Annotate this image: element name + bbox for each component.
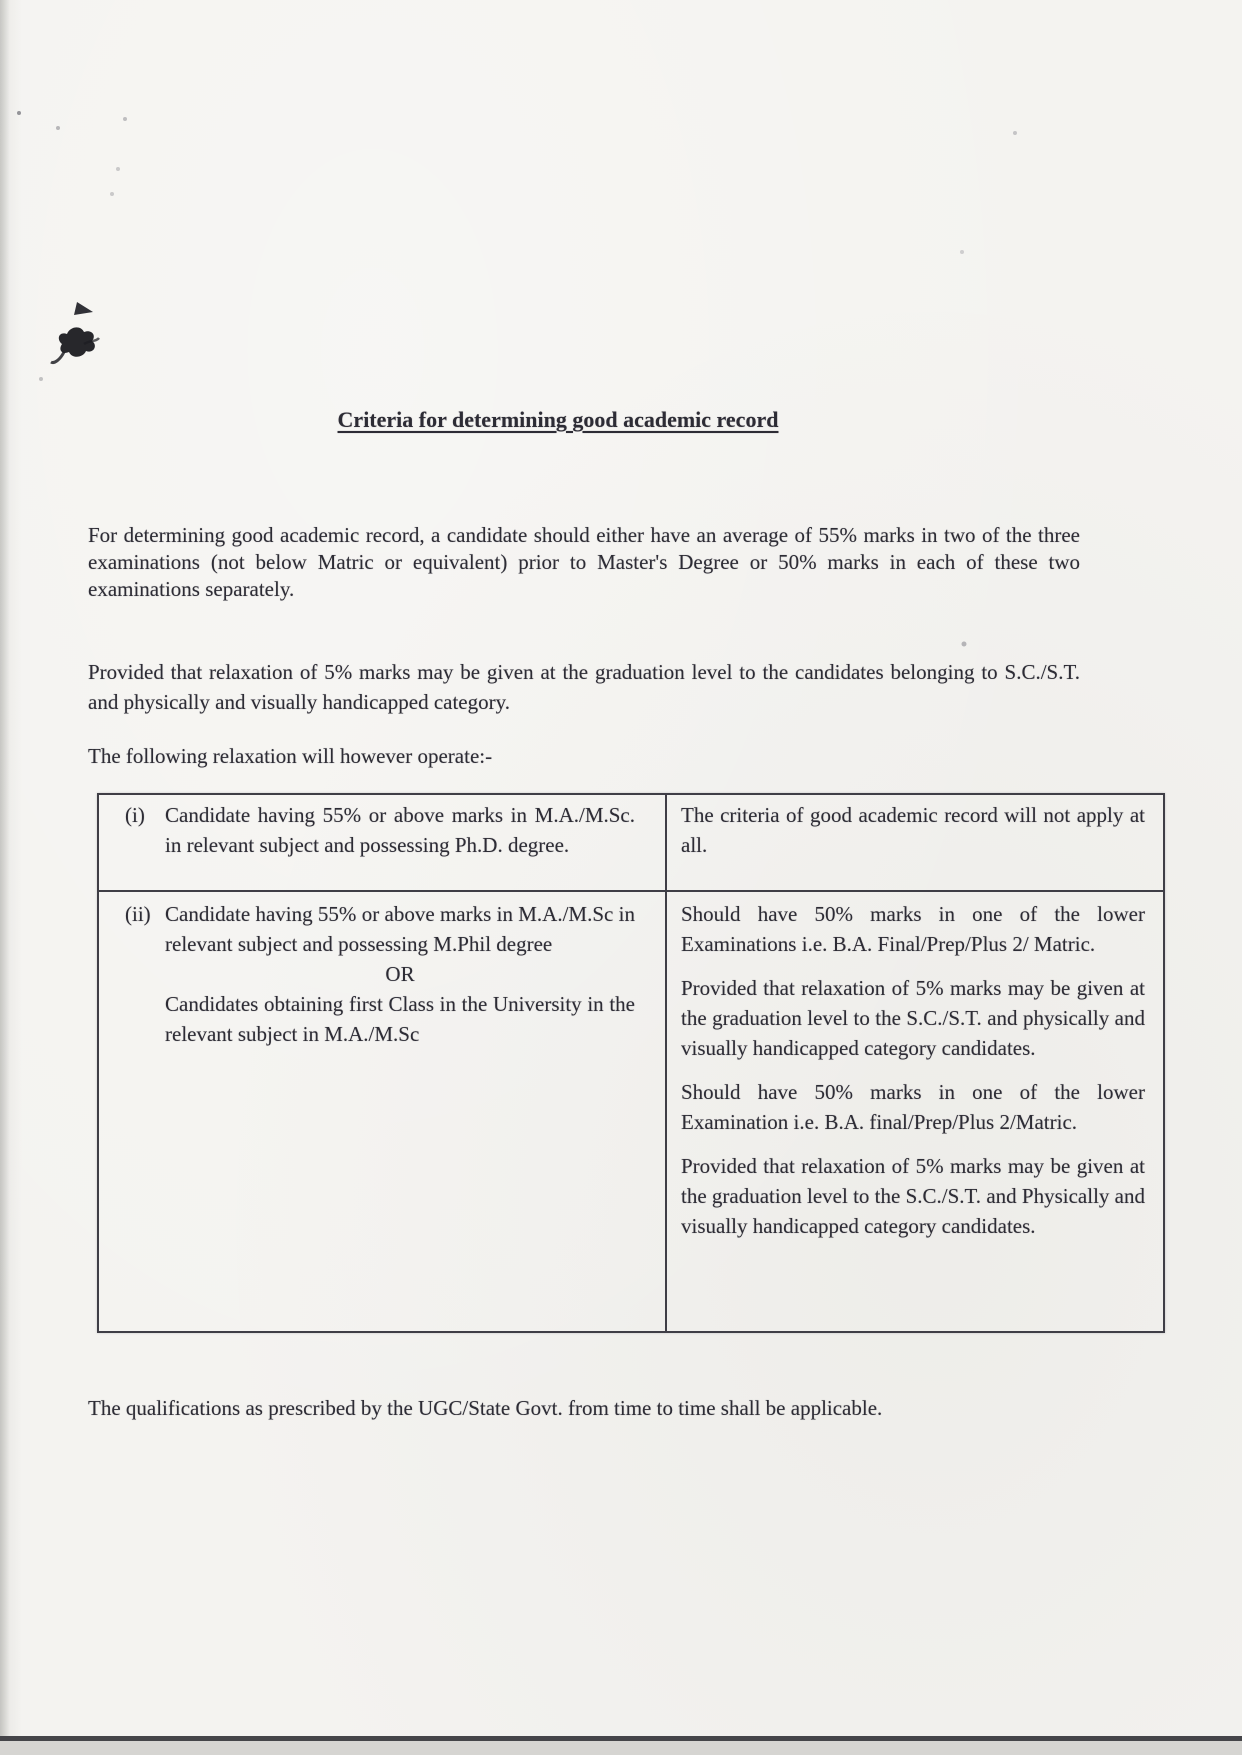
condition-part1: Candidate having 55% or above marks in M.A./M.Sc in relevant subject and possessing M.Phil degree [165,902,635,956]
criteria-table [97,793,1165,1333]
scan-edge-left [0,0,10,1755]
outcome-paragraph: Provided that relaxation of 5% marks may be given at the graduation level to the S.C./S.T. and Physically and visually handicapped category candidates. [681,1154,1145,1238]
row-index-ii: (ii) [125,902,151,926]
table-row-i [99,795,1163,890]
ink-smudge [50,292,110,372]
condition-part2: Candidates obtaining first Class in the University in the relevant subject in M.A./M.Sc [165,992,635,1046]
footer-note: The qualifications as prescribed by the UGC/State Govt. from time to time shall be applicable. [88,1396,883,1420]
relaxation-paragraph: Provided that relaxation of 5% marks may be given at the graduation level to the candidates belonging to S.C./S.T. and physically and visually handicapped category. [88,660,1080,714]
intro-paragraph: For determining good academic record, a candidate should either have an average of 55% marks in two of the three examinations (not below Matric or equivalent) prior to Master's Degree or 50% marks in each of these two examinations separately. [88,523,1080,601]
ink-smudge-drawing [50,292,110,372]
outcome-paragraph: Should have 50% marks in one of the lower Examination i.e. B.A. final/Prep/Plus 2/Matric. [681,1080,1145,1134]
dust-specks [0,0,2,2]
condition-text-ii [165,899,635,1049]
operate-line: The following relaxation will however operate:- [88,744,493,768]
table-row-ii [99,890,1163,1331]
condition-cell-i [99,795,667,890]
condition-cell-ii [99,892,667,1331]
scan-edge-bottom-margin [0,1741,1242,1755]
row-index-i: (i) [125,803,145,827]
page-title: Criteria for determining good academic record [337,407,779,432]
outcome-cell-ii [667,892,1163,1331]
outcome-paragraph: Provided that relaxation of 5% marks may be given at the graduation level to the S.C./S.T. and physically and visually handicapped category candidates. [681,976,1145,1060]
outcome-cell-i [667,795,1163,890]
outcome-paragraph: Should have 50% marks in one of the lower Examinations i.e. B.A. Final/Prep/Plus 2/ Matric. [681,902,1145,956]
condition-text-i: Candidate having 55% or above marks in M.A./M.Sc. in relevant subject and possessing Ph.D. degree. [165,803,635,857]
or-separator: OR [385,962,415,986]
outcome-paragraph: The criteria of good academic record will not apply at all. [681,803,1145,857]
